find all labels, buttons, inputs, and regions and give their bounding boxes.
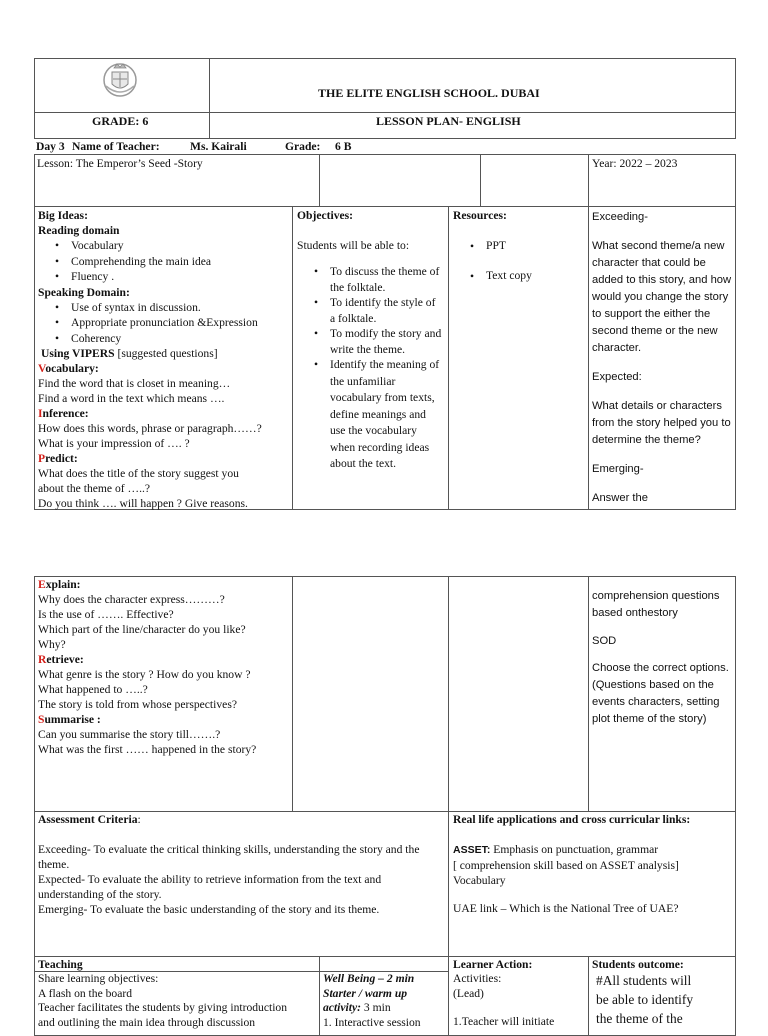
assessment-expected: Expected- To evaluate the ability to retrieve information from the text and understanding of the story. bbox=[38, 873, 382, 901]
objectives-intro: Students will be able to: bbox=[297, 239, 410, 252]
list-item: • Comprehending the main idea bbox=[71, 254, 292, 270]
differentiation-content bbox=[592, 209, 734, 507]
day-label: Day 3 bbox=[36, 140, 65, 153]
assessment-content bbox=[38, 842, 444, 917]
list-item: • Use of syntax in discussion. bbox=[71, 300, 292, 316]
outcome-line: be able to identify bbox=[596, 992, 694, 1007]
uae-link: UAE link – Which is the National Tree of UAE? bbox=[453, 902, 679, 915]
lesson-title: Lesson: The Emperor’s Seed -Story bbox=[37, 157, 203, 170]
blank-cell-1 bbox=[319, 154, 481, 207]
real-life-content bbox=[453, 842, 733, 916]
resource-item: PPT bbox=[486, 239, 506, 252]
explain-question: Why does the character express………? bbox=[38, 593, 225, 606]
list-item: • Coherency bbox=[71, 331, 292, 347]
activity-time: activity: 3 min bbox=[323, 1001, 391, 1014]
retrieve-heading: Retrieve: bbox=[38, 653, 84, 666]
predict-question: What does the title of the story suggest you bbox=[38, 467, 239, 480]
objectives-list bbox=[314, 264, 442, 473]
summarise-heading: Summarise : bbox=[38, 713, 101, 726]
teaching-line: A flash on the board bbox=[38, 986, 133, 1000]
vipers-continued bbox=[38, 577, 292, 757]
learner-action-content bbox=[453, 972, 587, 1030]
lesson-plan-title: LESSON PLAN- ENGLISH bbox=[376, 114, 521, 128]
inference-question: How does this words, phrase or paragraph……? bbox=[38, 422, 262, 435]
assessment-heading: Assessment Criteria: bbox=[38, 813, 141, 826]
interactive-session: 1. Interactive session bbox=[323, 1015, 421, 1029]
list-item: • Fluency . bbox=[71, 269, 292, 285]
students-outcome-content bbox=[596, 971, 734, 1028]
vocabulary-question: Find the word that is closet in meaning… bbox=[38, 377, 231, 390]
speaking-domain-heading: Speaking Domain: bbox=[38, 285, 130, 299]
objectives-heading: Objectives: bbox=[297, 209, 354, 222]
resource-item: Text copy bbox=[486, 269, 532, 282]
vocabulary-heading: Vocabulary: bbox=[38, 362, 99, 375]
explain-question: Which part of the line/character do you like? bbox=[38, 623, 246, 636]
explain-question: Is the use of ……. Effective? bbox=[38, 608, 174, 621]
wellbeing-content bbox=[323, 972, 447, 1030]
students-outcome-heading: Students outcome: bbox=[592, 958, 684, 971]
predict-question: about the theme of …..? bbox=[38, 482, 151, 495]
learner-action-line: Activities: bbox=[453, 972, 502, 985]
sod-label: SOD bbox=[592, 635, 617, 647]
asset-line: Vocabulary bbox=[453, 874, 506, 887]
sod-text: Choose the correct options. (Questions based on the events characters, setting plot theme of the story) bbox=[592, 662, 729, 725]
asset-line: [ comprehension skill based on ASSET analysis] bbox=[453, 859, 679, 872]
year-label: Year: 2022 – 2023 bbox=[592, 157, 678, 170]
expected-label: Expected: bbox=[592, 371, 642, 383]
speaking-domain-list bbox=[71, 300, 292, 347]
big-ideas-content bbox=[38, 208, 292, 511]
blank-cell-4 bbox=[448, 576, 589, 812]
exceeding-label: Exceeding- bbox=[592, 211, 648, 223]
outcome-line: the theme of the bbox=[596, 1011, 683, 1026]
starter-title: Starter / warm up bbox=[323, 986, 408, 1000]
resources-heading: Resources: bbox=[453, 209, 507, 222]
emerging-label: Emerging- bbox=[592, 463, 644, 475]
grade-value: 6 B bbox=[335, 140, 352, 153]
blank-cell-2 bbox=[480, 154, 589, 207]
learner-action-heading: Learner Action: bbox=[453, 958, 533, 971]
teacher-name: Ms. Kairali bbox=[190, 140, 247, 153]
school-name: THE ELITE ENGLISH SCHOOL. DUBAI bbox=[318, 86, 540, 100]
learner-action-line: (Lead) bbox=[453, 986, 484, 1000]
asset-line: ASSET: Emphasis on punctuation, grammar bbox=[453, 843, 659, 856]
emerging-text: Answer the bbox=[592, 492, 648, 504]
teacher-label: Name of Teacher: bbox=[72, 140, 160, 153]
grade-label: GRADE: 6 bbox=[92, 114, 149, 128]
list-item: • Identify the meaning of the unfamiliar vocabulary from texts, define meanings and use the vocabulary when recording ideas about the text. bbox=[314, 358, 440, 470]
teaching-content bbox=[38, 972, 318, 1030]
retrieve-question: The story is told from whose perspectives? bbox=[38, 698, 237, 711]
expected-text: What details or characters from the story helped you to determine the theme? bbox=[592, 400, 731, 446]
explain-heading: Explain: bbox=[38, 578, 81, 591]
list-item: • To discuss the theme of the folktale. bbox=[314, 265, 440, 294]
explain-question: Why? bbox=[38, 638, 66, 651]
predict-heading: Predict: bbox=[38, 452, 78, 465]
summarise-question: What was the first …… happened in the story? bbox=[38, 743, 257, 756]
real-life-heading: Real life applications and cross curricular links: bbox=[453, 813, 691, 826]
teaching-line: Teacher facilitates the students by giving introduction bbox=[38, 1001, 288, 1014]
reading-domain-list bbox=[71, 238, 292, 285]
retrieve-question: What genre is the story ? How do you know ? bbox=[38, 668, 251, 681]
wellbeing-title: Well Being – 2 min bbox=[323, 972, 415, 985]
list-item: • To modify the story and write the theme. bbox=[314, 327, 442, 356]
retrieve-question: What happened to …..? bbox=[38, 683, 148, 696]
emerging-continued-text: comprehension questions based onthestory bbox=[592, 590, 720, 619]
teaching-heading: Teaching bbox=[38, 958, 83, 971]
big-ideas-heading: Big Ideas: bbox=[38, 209, 88, 222]
list-item: • Appropriate pronunciation &Expression bbox=[71, 315, 292, 331]
reading-domain-heading: Reading domain bbox=[38, 224, 120, 237]
outcome-line: #All students will bbox=[596, 973, 692, 988]
assessment-exceeding: Exceeding- To evaluate the critical thinking skills, understanding the story and the theme. bbox=[38, 843, 420, 871]
learner-action-line: 1.Teacher will initiate bbox=[453, 1015, 555, 1028]
blank-cell-3 bbox=[292, 576, 449, 812]
sod-content bbox=[592, 588, 734, 728]
summarise-question: Can you summarise the story till…….? bbox=[38, 728, 221, 741]
list-item: • Vocabulary bbox=[71, 238, 292, 254]
list-item: • To identify the style of a folktale. bbox=[314, 296, 436, 325]
vocabulary-question: Find a word in the text which means …. bbox=[38, 392, 225, 405]
vipers-heading: Using VIPERS [suggested questions] bbox=[41, 347, 218, 360]
predict-question: Do you think …. will happen ? Give reasons. bbox=[38, 497, 248, 510]
teaching-line: and outlining the main idea through discussion bbox=[38, 1015, 256, 1029]
teaching-line: Share learning objectives: bbox=[38, 972, 159, 985]
inference-heading: Inference: bbox=[38, 407, 89, 420]
grade-info-label: Grade: bbox=[285, 140, 321, 153]
resource-bullet: • bbox=[470, 270, 475, 283]
inference-question: What is your impression of …. ? bbox=[38, 437, 190, 450]
school-crest-logo bbox=[102, 60, 138, 98]
exceeding-text: What second theme/a new character that could be added to this story, and how would you change the story to support the either the second theme or the new character. bbox=[592, 240, 732, 354]
assessment-emerging: Emerging- To evaluate the basic understanding of the story and its theme. bbox=[38, 903, 380, 916]
resource-bullet: • bbox=[470, 240, 475, 253]
